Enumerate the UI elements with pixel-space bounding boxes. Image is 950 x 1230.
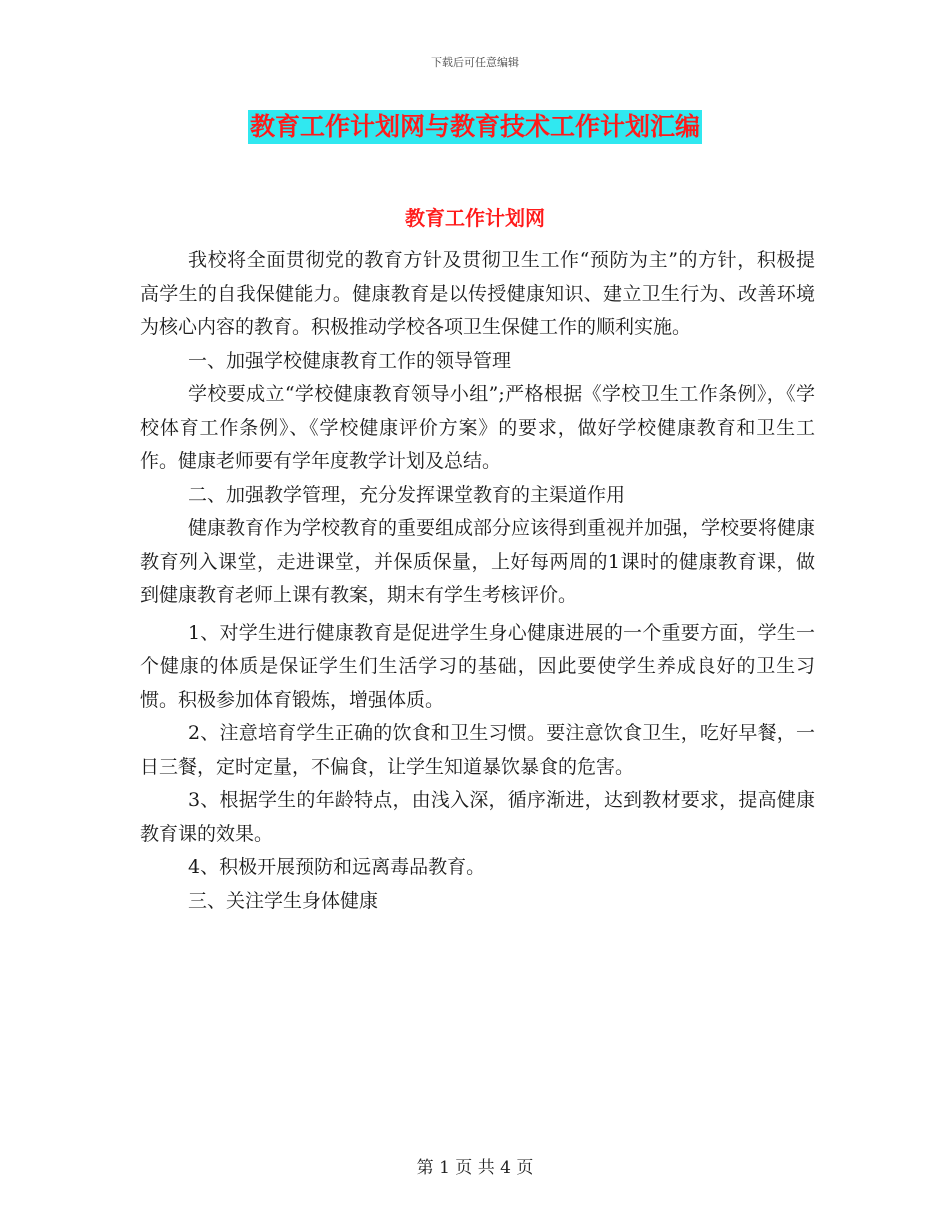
list-item-2: 2、注意培育学生正确的饮食和卫生习惯。要注意饮食卫生，吃好早餐，一日三餐，定时定量，不偏食，让学生知道暴饮暴食的危害。 (140, 722, 815, 778)
document-title-text: 教育工作计划网与教育技术工作计划汇编 (248, 110, 702, 144)
list-item-3: 3、根据学生的年龄特点，由浅入深，循序渐进，达到教材要求，提高健康教育课的效果。 (140, 789, 815, 845)
heading-three: 三、关注学生身体健康 (188, 889, 379, 912)
document-body (140, 244, 815, 918)
header-note: 下载后可任意编辑 (431, 56, 519, 69)
paragraph-teaching: 健康教育作为学校教育的重要组成部分应该得到重视并加强，学校要将健康教育列入课堂，走进课堂，并保质保量，上好每两周的1课时的健康教育课，做到健康教育老师上课有教案，期末有学生考核评价。 (140, 517, 816, 606)
list-item-4: 4、积极开展预防和远离毒品教育。 (188, 856, 486, 878)
section-title: 教育工作计划网 (405, 206, 545, 230)
paragraph-leadership: 学校要成立“学校健康教育领导小组”;严格根据《学校卫生工作条例》，《学校体育工作条例》、《学校健康评价方案》的要求，做好学校健康教育和卫生工作。健康老师要有学年度教学计划及总结。 (140, 383, 815, 472)
paragraph-intro: 我校将全面贯彻党的教育方针及贯彻卫生工作“预防为主”的方针，积极提高学生的自我保健能力。健康教育是以传授健康知识、建立卫生行为、改善环境为核心内容的教育。积极推动学校各项卫生保健工作的顺利实施。 (140, 249, 815, 338)
list-item-1: 1、对学生进行健康教育是促进学生身心健康进展的一个重要方面，学生一个健康的体质是保证学生们生活学习的基础，因此要使学生养成良好的卫生习惯。积极参加体育锻炼，增强体质。 (140, 621, 815, 711)
page-footer: 第 1 页 共 4 页 (416, 1158, 534, 1178)
document-title (0, 110, 950, 144)
heading-two: 二、加强教学管理，充分发挥课堂教育的主渠道作用 (188, 483, 626, 506)
heading-one: 一、加强学校健康教育工作的领导管理 (188, 349, 512, 372)
